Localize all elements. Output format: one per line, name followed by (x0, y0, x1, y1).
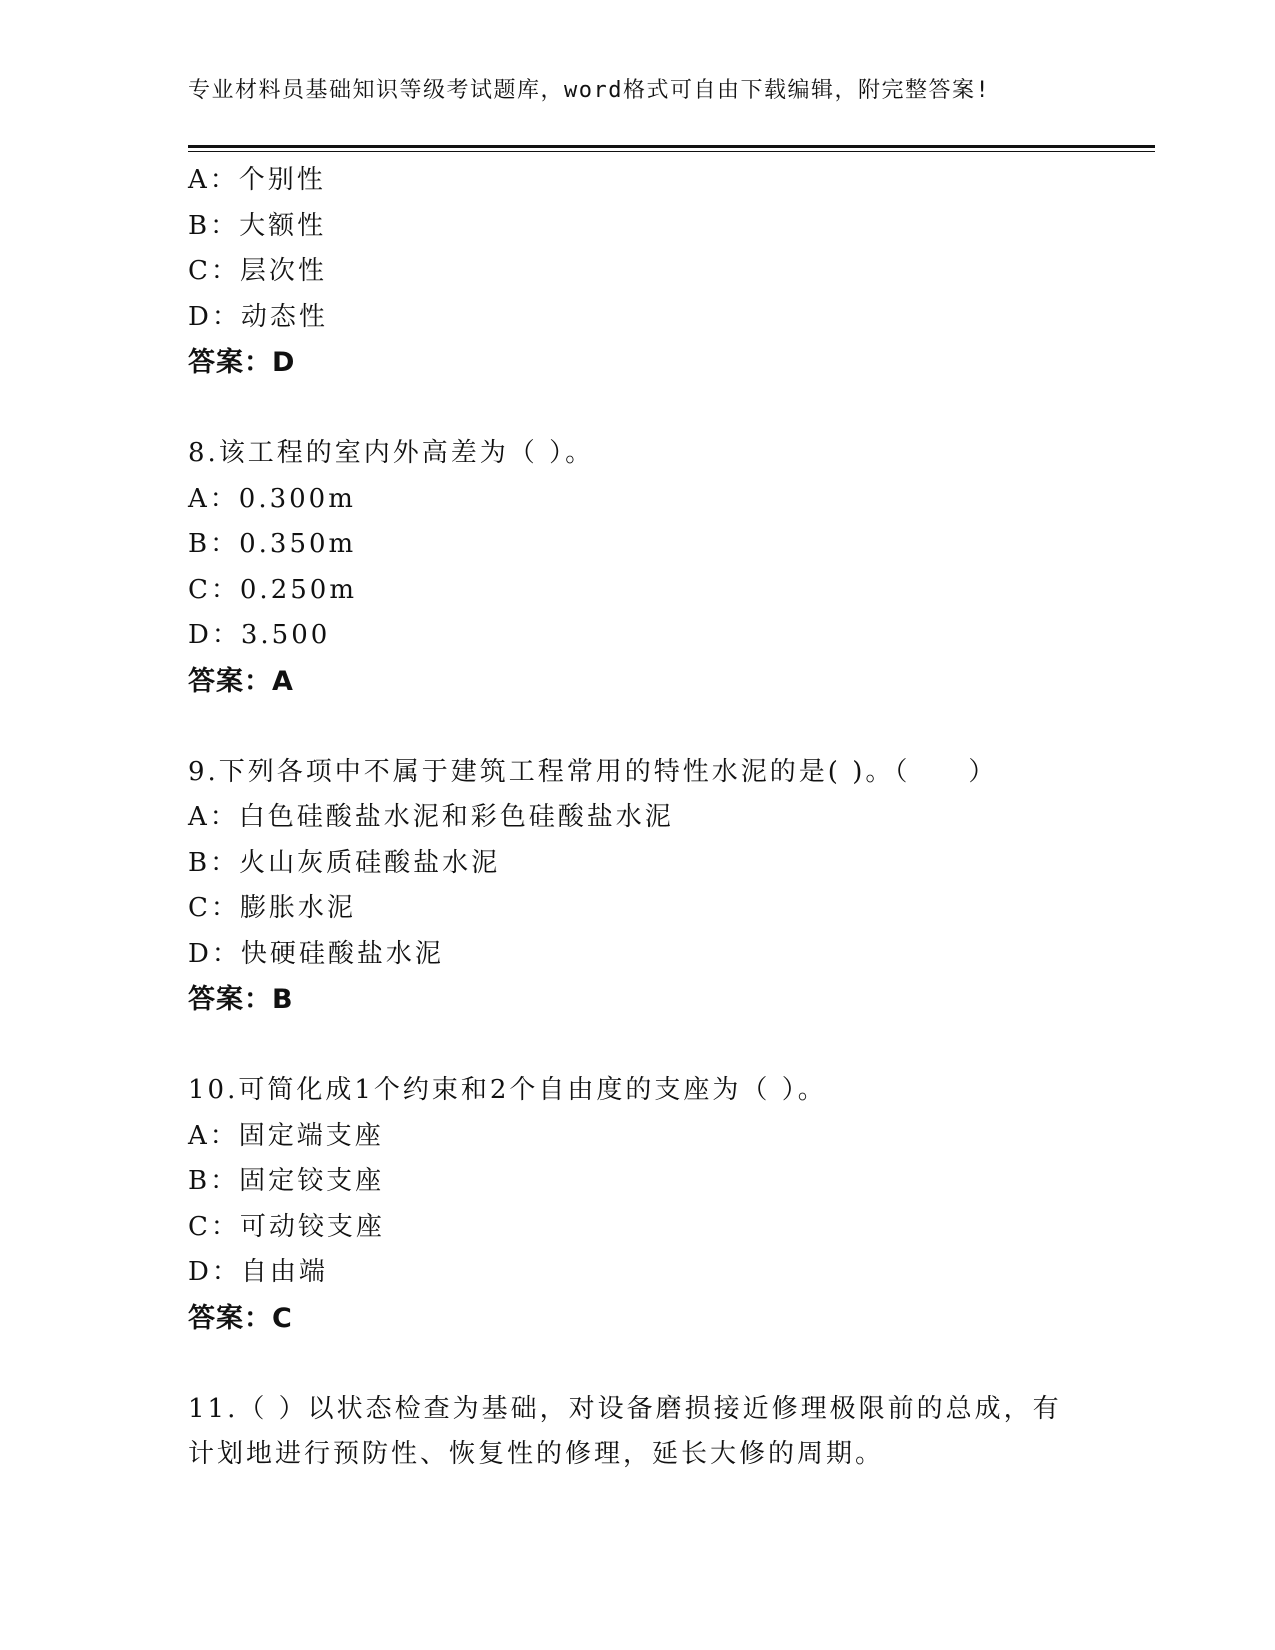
page-header: 专业材料员基础知识等级考试题库，word格式可自由下载编辑，附完整答案! (188, 78, 991, 103)
option-c: C：可动铰支座 (188, 1211, 385, 1242)
header-rule-thick (188, 145, 1155, 148)
answer-line: 答案：C (188, 1302, 293, 1334)
option-c: C：层次性 (188, 256, 327, 286)
option-d: D：快硬硅酸盐水泥 (188, 938, 444, 969)
header-rule-thin (188, 151, 1155, 152)
question-stem: 9.下列各项中不属于建筑工程常用的特性水泥的是( )。（ ） (188, 756, 998, 787)
option-d: D：3.500 (188, 620, 331, 650)
answer-line: 答案：B (188, 984, 294, 1015)
option-c: C：0.250m (188, 574, 357, 605)
answer-line: 答案：D (188, 347, 296, 378)
question-stem-line-2: 计划地进行预防性、恢复性的修理，延长大修的周期。 (188, 1439, 885, 1469)
option-b: B：固定铰支座 (188, 1166, 385, 1196)
option-a: A：固定端支座 (188, 1120, 384, 1151)
option-b: B：大额性 (188, 210, 327, 241)
question-stem-line-1: 11.（ ）以状态检查为基础，对设备磨损接近修理极限前的总成，有 (188, 1393, 1062, 1424)
option-a: A：0.300m (188, 483, 356, 514)
question-stem: 8.该工程的室内外高差为（ ）。 (188, 438, 595, 468)
option-b: B：火山灰质硅酸盐水泥 (188, 847, 501, 878)
option-b: B：0.350m (188, 529, 357, 559)
option-d: D：动态性 (188, 301, 328, 332)
question-stem: 10.可简化成1个约束和2个自由度的支座为（ ）。 (188, 1075, 827, 1105)
answer-line: 答案：A (188, 665, 294, 697)
question-content (188, 158, 1088, 1478)
option-a: A：个别性 (188, 165, 326, 195)
option-a: A：白色硅酸盐水泥和彩色硅酸盐水泥 (188, 802, 674, 832)
option-d: D：自由端 (188, 1257, 328, 1287)
option-c: C：膨胀水泥 (188, 893, 356, 923)
